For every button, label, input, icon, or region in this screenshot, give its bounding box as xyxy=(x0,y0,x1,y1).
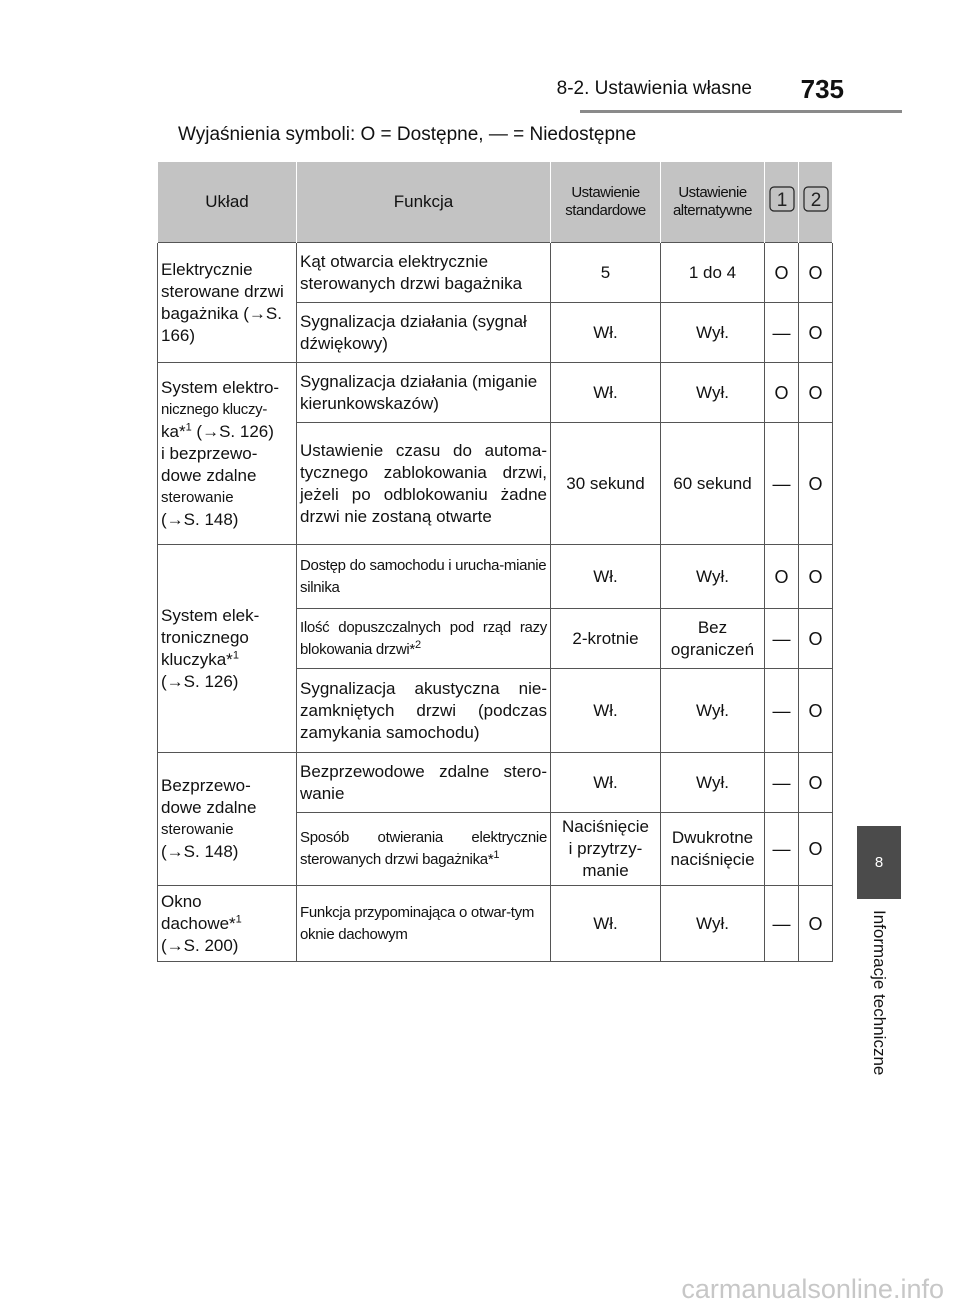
default-cell: Wł. xyxy=(551,669,661,753)
header-alternative-setting: Ustawienie alternatywne xyxy=(661,162,765,243)
alt-cell: 1 do 4 xyxy=(661,243,765,303)
svg-text:1: 1 xyxy=(776,190,787,211)
header-function: Funkcja xyxy=(297,162,551,243)
method-1-mark: — xyxy=(765,669,799,753)
alt-cell: Wył. xyxy=(661,669,765,753)
method-1-mark: — xyxy=(765,753,799,813)
section-title: 8-2. Ustawienia własne xyxy=(556,78,752,99)
function-cell: Sygnalizacja akustyczna nie-zamkniętych drzwi (podczas zamykania samochodu) xyxy=(297,669,551,753)
alt-cell: 60 sekund xyxy=(661,423,765,545)
method-1-icon xyxy=(768,185,796,213)
table-header-row xyxy=(158,162,833,243)
method-2-mark: O xyxy=(799,753,833,813)
method-2-mark: O xyxy=(799,243,833,303)
table-row xyxy=(158,545,833,609)
chapter-label xyxy=(853,910,905,1190)
alt-cell: Wył. xyxy=(661,886,765,962)
default-cell: Wł. xyxy=(551,753,661,813)
alt-cell: Dwukrotne naciśnięcie xyxy=(661,813,765,886)
symbol-legend: Wyjaśnienia symboli: O = Dostępne, — = Niedostępne xyxy=(178,124,637,145)
function-cell: Bezprzewodowe zdalne stero-wanie xyxy=(297,753,551,813)
method-1-mark: — xyxy=(765,303,799,363)
default-cell: Wł. xyxy=(551,303,661,363)
function-cell: Dostęp do samochodu i urucha-mianie silnika xyxy=(297,545,551,609)
function-cell: Sygnalizacja działania (sygnał dźwiękowy) xyxy=(297,303,551,363)
header-method-2 xyxy=(799,162,833,243)
function-cell: Funkcja przypominająca o otwar-tym oknie dachowym xyxy=(297,886,551,962)
page-number: 735 xyxy=(800,74,844,104)
watermark: carmanualsonline.info xyxy=(681,1274,944,1304)
default-cell: Wł. xyxy=(551,363,661,423)
alt-cell: Bez ograniczeń xyxy=(661,609,765,669)
table-row xyxy=(158,243,833,303)
method-2-mark: O xyxy=(799,303,833,363)
svg-text:2: 2 xyxy=(810,190,821,211)
alt-cell: Wył. xyxy=(661,363,765,423)
method-2-mark: O xyxy=(799,545,833,609)
chapter-label-text: Informacje techniczne xyxy=(870,910,889,1076)
method-1-mark: — xyxy=(765,423,799,545)
header-method-1 xyxy=(765,162,799,243)
default-cell: Wł. xyxy=(551,545,661,609)
function-cell: Sygnalizacja działania (miganie kierunkowskazów) xyxy=(297,363,551,423)
function-cell: Ilość dopuszczalnych pod rząd razy blokowania drzwi*$^2$ xyxy=(297,609,551,669)
default-cell: 2-krotnie xyxy=(551,609,661,669)
method-2-mark: O xyxy=(799,813,833,886)
system-cell: Elektrycznie sterowane drzwi bagażnika (→S. 166) xyxy=(158,243,297,363)
table-row xyxy=(158,886,833,962)
method-2-mark: O xyxy=(799,423,833,545)
header-rule xyxy=(580,110,902,113)
function-cell: Kąt otwarcia elektrycznie sterowanych drzwi bagażnika xyxy=(297,243,551,303)
default-cell: Wł. xyxy=(551,886,661,962)
alt-cell: Wył. xyxy=(661,545,765,609)
method-2-mark: O xyxy=(799,669,833,753)
method-2-mark: O xyxy=(799,886,833,962)
system-cell: System elektro- nicznego kluczy- ka*$^1$ (→S. 126) i bezprzewo- dowe zdalne sterowanie (→S. 148) xyxy=(158,363,297,545)
default-cell: 5 xyxy=(551,243,661,303)
chapter-tab[interactable]: 8 xyxy=(857,826,901,899)
default-cell: Naciśnięcie i przytrzy- manie xyxy=(551,813,661,886)
default-cell: 30 sekund xyxy=(551,423,661,545)
method-1-mark: — xyxy=(765,609,799,669)
alt-cell: Wył. xyxy=(661,753,765,813)
function-cell: Sposób otwierania elektrycznie sterowanych drzwi bagażnika*$^1$ xyxy=(297,813,551,886)
header-default-setting: Ustawienie standardowe xyxy=(551,162,661,243)
system-cell: Bezprzewo- dowe zdalne sterowanie (→S. 148) xyxy=(158,753,297,886)
header-system: Układ xyxy=(158,162,297,243)
system-cell: System elek- tronicznego kluczyka*$^1$ (→S. 126) xyxy=(158,545,297,753)
method-1-mark: O xyxy=(765,243,799,303)
method-2-mark: O xyxy=(799,609,833,669)
method-1-mark: — xyxy=(765,886,799,962)
system-cell: Okno dachowe*$^1$ (→S. 200) xyxy=(158,886,297,962)
method-1-mark: O xyxy=(765,363,799,423)
table-row xyxy=(158,753,833,813)
method-2-mark: O xyxy=(799,363,833,423)
function-cell: Ustawienie czasu do automa-tycznego zablokowania drzwi, jeżeli po odblokowaniu żadne drzwi nie zostaną otwarte xyxy=(297,423,551,545)
method-1-mark: O xyxy=(765,545,799,609)
page-header xyxy=(160,74,902,104)
settings-table xyxy=(157,162,833,962)
alt-cell: Wył. xyxy=(661,303,765,363)
method-2-icon xyxy=(802,185,830,213)
table-row xyxy=(158,363,833,423)
method-1-mark: — xyxy=(765,813,799,886)
